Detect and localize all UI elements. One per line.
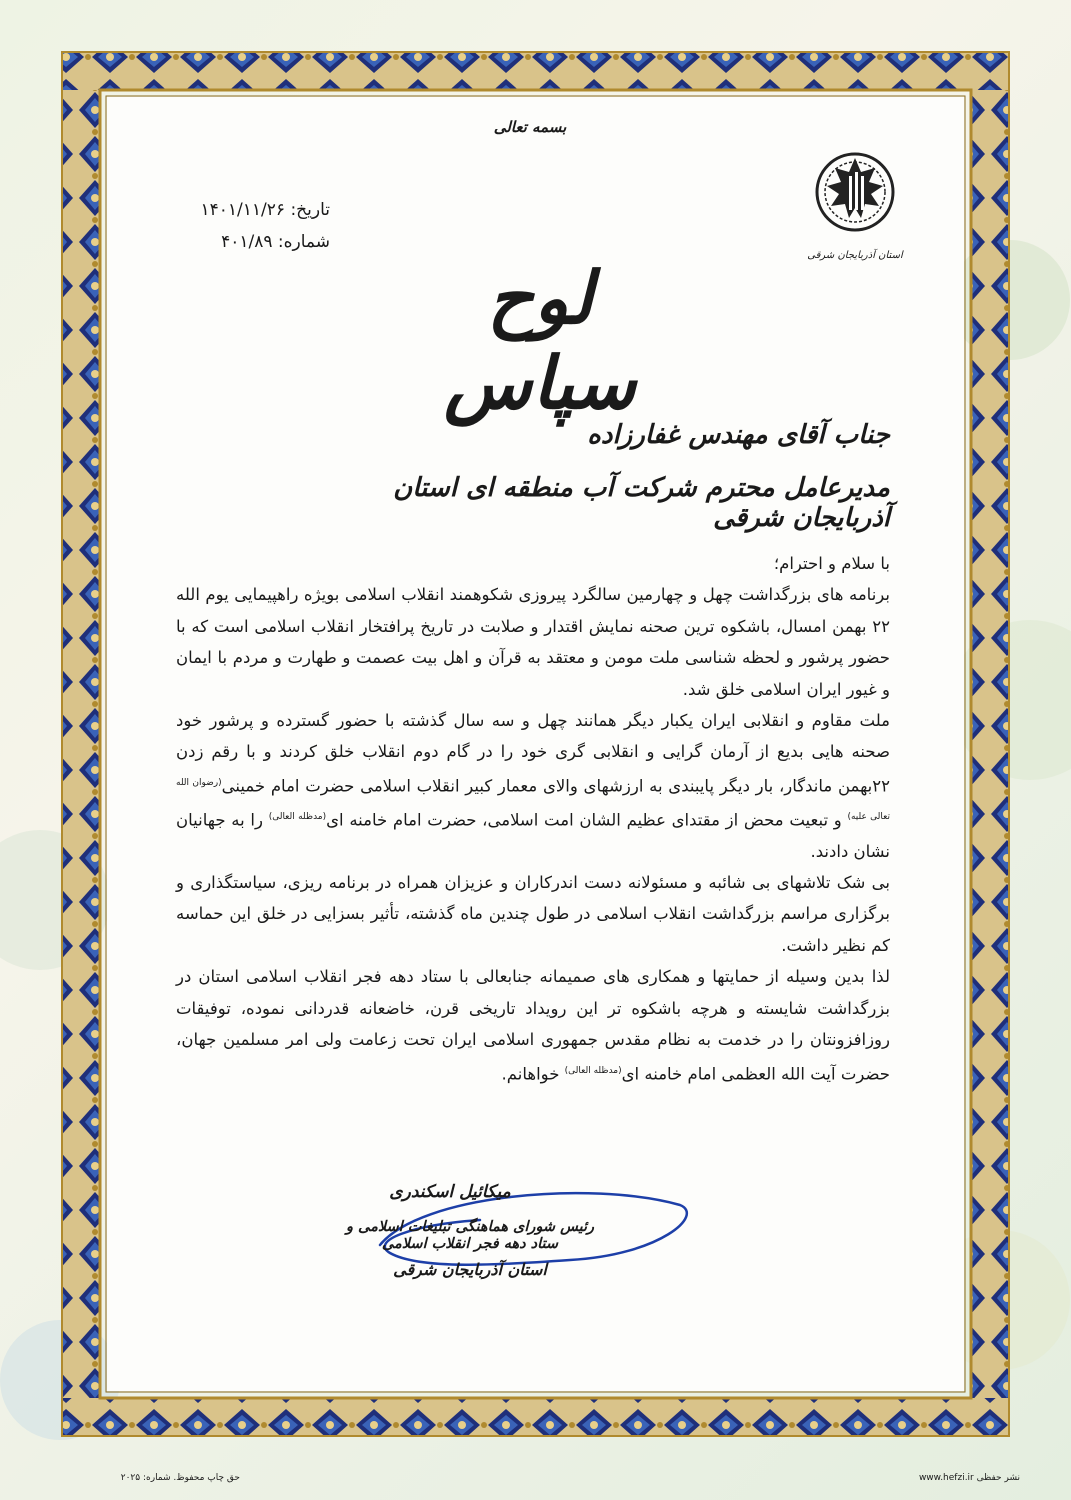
number-line [150,232,330,252]
paragraph-1: برنامه های بزرگداشت چهل و چهارمین سالگرد پیروزی شکوهمند انقلاب اسلامی بویژه راهپیمایی یوم الله ۲۲ بهمن امسال، باشکوه ترین صحنه نمایش اقتدار و صلابت در تاریخ پرافتخار انقلاب اسلامی است که با حضور پرشور و لحظه شناسی ملت مومن و معتقد به قرآن و اهل بیت عصمت و طهارت و مردم با ایمان و غیور ایران اسلامی خلق شد. [176,585,890,699]
signer-province: استان آذربایجان شرقی [393,1260,547,1279]
greeting: با سلام و احترام؛ [773,554,890,573]
copyright-footer: حق چاپ محفوظ. شماره: ۲۰۲۵ [120,1473,240,1483]
paragraph-4-part-b: خواهانم. [501,1064,560,1083]
paragraph-2-part-a: ملت مقاوم و انقلابی ایران یکبار دیگر همانند چهل و سه سال گذشته با حضور گسترده و پرشور خود صحنه هایی بدیع از آرمان گرایی و انقلابی گری خود را در گام دوم انقلاب خلق کردند و با رقم زدن ۲۲بهمن ماندگار، بار دیگر پایبندی به ارزشهای والای معمار کبیر انقلاب اسلامی حضرت امام خمینی [176,711,891,796]
number-value: ۴۰۱/۸۹ [221,232,273,252]
paragraph-2-part-c: را به جهانیان نشان دادند. [176,810,890,861]
emblem-province-label: استان آذربایجان شرقی [807,250,903,261]
paragraph-4-superscript: (مدظله العالی) [564,1065,622,1076]
basmala-heading: بسمه تعالی [493,118,567,136]
paragraph-2-superscript-1: (رضوان الله تعالی علیه) [176,777,890,822]
paragraph-3: بی شک تلاشهای بی شائبه و مسئولانه دست اندرکاران و عزیزان همراه در برنامه ریزی، سیاستگذاری و برگزاری مراسم بزرگداشت انقلاب اسلامی در طول چندین ماه گذشته، تأثیر بسزایی در خلق این حماسه کم نظیر داشت. [176,873,890,955]
paragraph-2-superscript-2: (مدظله العالی) [268,811,327,822]
paragraph-2 [176,705,890,867]
date-label: تاریخ: [290,200,330,220]
letter-body [176,548,890,1089]
paragraph-2-part-b: و تبعیت محض از مقتدای عظیم الشان امت اسلامی، حضرت امام خامنه ای [326,810,842,830]
recipient-name: جناب آقای مهندس غفارزاده [587,420,890,450]
signer-position: رئیس شورای هماهنگی تبلیغات اسلامی و ستاد دهه فجر انقلاب اسلامی [345,1218,595,1252]
paragraph-4 [176,961,890,1089]
paragraph-4-part-a: لذا بدین وسیله از حمایتها و همکاری های صمیمانه جنابعالی با ستاد دهه فجر انقلاب اسلامی استان در بزرگداشت شایسته و هرچه باشکوه تر این رویداد تاریخی قرن، خاضعانه قدردانی نموده، توفیقات روزافزونتان را در خدمت به نظام مقدس جمهوری اسلامی ایران تحت زعامت ولی امر مسلمین جهان، حضرت آیت الله العظمی امام خامنه ای [176,967,890,1083]
date-line [150,200,330,220]
date-value: ۱۴۰۱/۱۱/۲۶ [200,200,286,220]
recipient-title: مدیرعامل محترم شرکت آب منطقه ای استان آذربایجان شرقی [393,473,890,533]
signer-name: میکائیل اسکندری [389,1182,511,1202]
number-label: شماره: [277,232,330,252]
publisher-footer: www.hefzi.ir نشر حفظی [918,1473,1020,1483]
certificate-title: لوح سپاس [444,255,636,425]
